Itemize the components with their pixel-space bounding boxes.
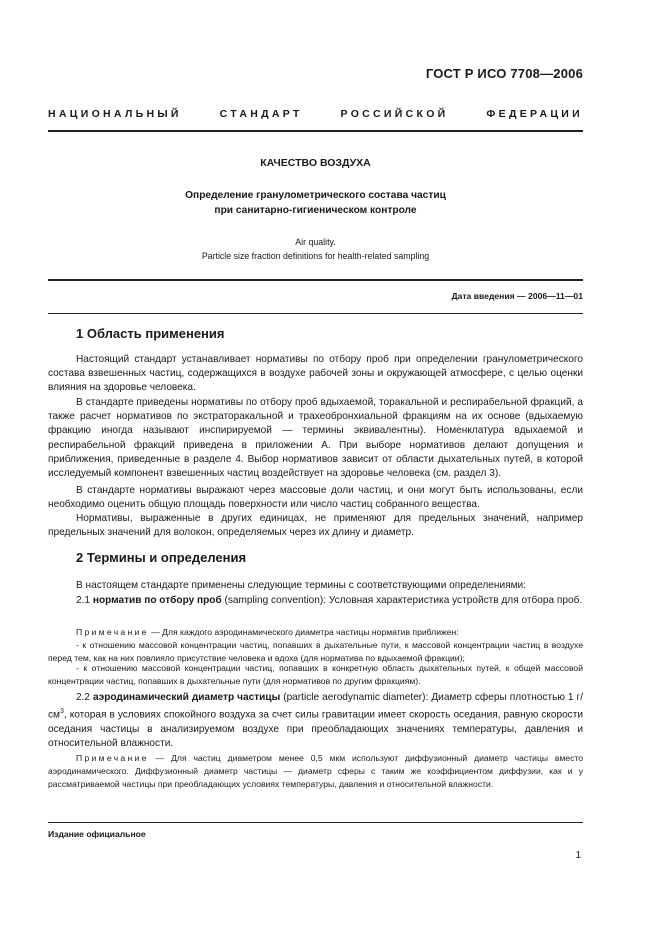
national-standard-banner: НАЦИОНАЛЬНЫЙ СТАНДАРТ РОССИЙСКОЙ ФЕДЕРАЦИИ xyxy=(48,108,583,120)
introduction-date: Дата введения — 2006—11—01 xyxy=(451,291,583,301)
term-2-2-term: аэродинамический диаметр частицы xyxy=(93,692,281,703)
note-1-label: Примечание xyxy=(76,627,149,637)
top-divider xyxy=(48,130,583,132)
term-2-1 xyxy=(48,594,583,608)
term-2-1-number: 2.1 xyxy=(76,595,93,606)
document-title: КАЧЕСТВО ВОЗДУХА xyxy=(260,157,371,169)
page-number: 1 xyxy=(575,850,581,861)
english-title xyxy=(48,235,583,263)
note-2-text: — Для частиц диаметром менее 0,5 мкм используют диффузионный диаметр частицы вместо аэродинамического. Диффузионный диаметр частицы — диаметр сферы с таким же коэффициентом диффузии, как и у рассматриваемой частицы при преобладающих условиях температуры, давления и относительной влажности. xyxy=(48,753,583,790)
term-2-2-definition-part-1: (particle aerodynamic diameter): Диаметр сферы плотностью 1 г/см xyxy=(48,692,583,721)
official-edition-label: Издание официальное xyxy=(48,829,146,839)
term-2-2-number: 2.2 xyxy=(76,692,94,703)
note-2-label: Примечание xyxy=(76,753,149,763)
term-2-2-definition-part-2: , которая в условиях спокойного воздуха за счет силы гравитации имеет скорость оседания, равную скорости оседания частицы в анализируемом воздухе при преобладающих значениях температуры, давления и относительной влажности. xyxy=(48,709,583,749)
section-1-paragraph-3: В стандарте нормативы выражают через массовые доли частиц, и они могут быть использованы, если необходимо оценить общую площадь поверхности или число частиц собранного вещества. xyxy=(48,485,583,511)
note-1 xyxy=(48,626,583,639)
document-subtitle xyxy=(48,189,583,218)
english-title-line-1: Air quality. xyxy=(295,237,336,247)
section-1-paragraph-2: В стандарте приведены нормативы по отбору проб вдыхаемой, торакальной и респирабельной фракций, а также расчет нормативов по экстраторакальной и трахеобронхиальной фракциям на их основе (вдыхаемую фракцию иногда называют инспирируемой — термины эквивалентны). Номенклатура вдыхаемой и респирабельной фракций приведена в приложении А. При выборе нормативов делают допущения и приближения, приведенные в разделе 4. Выбор нормативов зависит от области дыхательных путей, в которой исследуемый компонент взвешенных частиц воздействует на здоровье человека (см. раздел 3). xyxy=(48,397,583,480)
standard-code: ГОСТ Р ИСО 7708—2006 xyxy=(425,66,583,81)
title-divider xyxy=(48,279,583,281)
term-2-2-superscript: 3 xyxy=(60,708,64,716)
note-1-text: — Для каждого аэродинамического диаметра частицы норматив приближен: xyxy=(148,627,459,637)
section-2-intro: В настоящем стандарте применены следующие термины с соответствующими определениями: xyxy=(76,580,526,591)
section-1-paragraph-1: Настоящий стандарт устанавливает нормативы по отбору проб при определении гранулометрического состава взвешенных частиц, содержащихся в воздухе рабочей зоны и окружающей атмосфере, с целью оценки влияния на здоровье человека. xyxy=(48,354,583,394)
term-2-1-term: норматив по отбору проб xyxy=(92,595,222,606)
section-2-heading: 2 Термины и определения xyxy=(76,550,247,565)
section-1-heading: 1 Область применения xyxy=(76,326,225,341)
footer-divider xyxy=(48,822,583,823)
note-1-item-1: - к отношению массовой концентрации частиц, попавших в дыхательные пути, к массовой концентрации частиц в воздухе перед тем, как на них повлияло присутствие человека и вдоха (для норматива по вдыхаемой фракции); xyxy=(48,640,583,664)
date-divider xyxy=(48,313,583,314)
section-1-paragraph-4: Нормативы, выраженные в других единицах, не применяют для предельных значений, например предельных значений для волокон, определяемых через их длину и диаметр. xyxy=(48,513,583,539)
term-2-1-definition: (sampling convention): Условная характеристика устройств для отбора проб. xyxy=(221,595,583,606)
note-2 xyxy=(48,752,583,792)
term-2-2 xyxy=(48,691,583,751)
english-title-line-2: Particle size fraction definitions for health-related sampling xyxy=(201,251,430,261)
subtitle-line-1: Определение гранулометрического состава частиц xyxy=(185,190,446,201)
subtitle-line-2: при санитарно-гигиеническом контроле xyxy=(214,204,417,216)
note-1-item-2: - к отношению массовой концентрации частиц, попавших в конкретную область дыхательных путей, к общей массовой концентрации частиц, попавших в дыхательные пути (для нормативов по другим фракциям). xyxy=(48,663,583,687)
